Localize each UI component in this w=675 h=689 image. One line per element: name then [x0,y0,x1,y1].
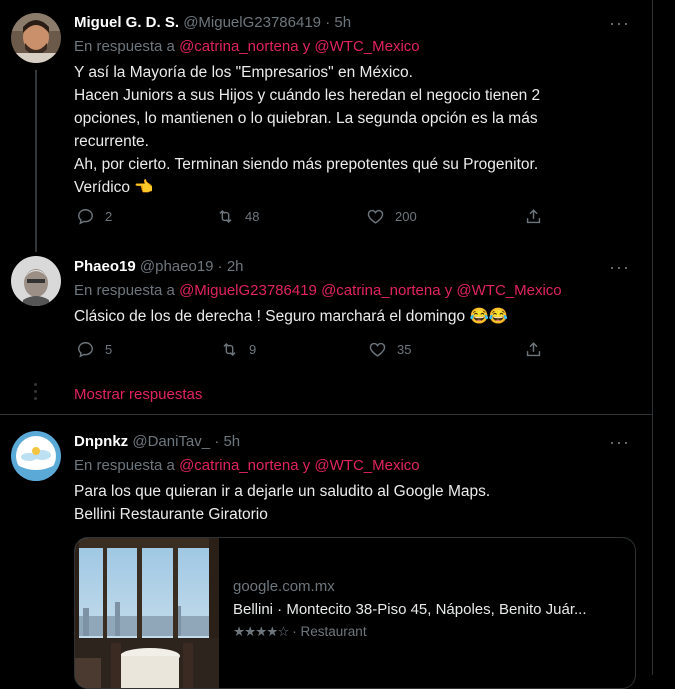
separator: · [325,14,331,31]
timestamp[interactable]: 2h [226,258,244,275]
reply-conjunction: y [444,282,453,299]
text-line: Verídico 👈 [74,179,154,196]
mention-link[interactable]: @WTC_Mexico [456,282,562,299]
reply-count: 5 [105,342,113,357]
reply-prefix: En respuesta a [74,38,175,55]
card-category: · Restaurant [292,624,367,639]
reply-context [74,282,562,299]
tweet-text [74,480,614,526]
heart-icon [366,207,385,226]
reply-count: 2 [105,209,113,224]
card-domain: google.com.mx [233,578,335,595]
share-icon [524,207,543,226]
retweet-icon [216,207,235,226]
share-button[interactable] [524,207,553,226]
author-name[interactable]: Dnpnkz [74,433,129,450]
text-line: opciones, lo mantienen o lo quiebran. La segunda opción es la más [74,110,538,127]
author-name[interactable]: Phaeo19 [74,258,136,275]
mention-link[interactable]: @catrina_nortena [321,282,441,299]
reply-icon [76,207,95,226]
more-replies-dots [34,383,37,404]
card-image [75,538,219,688]
link-preview-card[interactable] [74,537,636,689]
text-line: Hacen Juniors a sus Hijos y cuándo les heredan el negocio tienen 2 [74,87,541,104]
reply-button[interactable] [76,340,112,359]
tweet-header [74,14,351,31]
avatar-phaeo[interactable] [11,256,61,306]
retweet-count: 9 [249,342,257,357]
reply-context [74,457,420,474]
card-meta [233,624,628,640]
reply-icon [76,340,95,359]
reply-conjunction: y [302,457,311,474]
tweet-text [74,305,614,328]
mention-link[interactable]: @MiguelG23786419 [179,282,317,299]
reply-context [74,38,420,55]
mention-link[interactable]: @catrina_nortena [179,38,299,55]
retweet-button[interactable] [220,340,256,359]
separator: · [217,258,223,275]
retweet-icon [220,340,239,359]
tweet-header [74,258,244,275]
retweet-count: 48 [245,209,260,224]
more-icon[interactable]: ··· [609,257,630,277]
like-count: 35 [397,342,412,357]
text-line: Para los que quieran ir a dejarle un saludito al Google Maps. [74,483,491,500]
separator: · [214,433,220,450]
like-count: 200 [395,209,417,224]
text-line: Clásico de los de derecha ! Seguro marchará el domingo 😂😂 [74,308,509,325]
tweet-actions [74,340,554,362]
reply-prefix: En respuesta a [74,457,175,474]
retweet-button[interactable] [216,207,259,226]
reply-conjunction: y [302,38,311,55]
avatar-miguel[interactable] [11,13,61,63]
heart-icon [368,340,387,359]
divider [0,414,652,415]
share-icon [524,340,543,359]
text-line: Y así la Mayoría de los "Empresarios" en México. [74,64,413,81]
text-line: Bellini Restaurante Giratorio [74,506,268,523]
author-handle[interactable]: @DaniTav_ [132,433,211,450]
author-handle[interactable]: @MiguelG23786419 [183,14,322,31]
more-icon[interactable]: ··· [609,13,630,33]
tweet-header [74,433,240,450]
reply-prefix: En respuesta a [74,282,175,299]
tweet-actions [74,207,554,229]
reply-button[interactable] [76,207,112,226]
star-rating-icon: ★★★★☆ [233,624,289,639]
mention-link[interactable]: @WTC_Mexico [314,38,420,55]
mention-link[interactable]: @WTC_Mexico [314,457,420,474]
timestamp[interactable]: 5h [223,433,241,450]
tweet-text [74,61,614,199]
like-button[interactable] [368,340,411,359]
text-line: recurrente. [74,133,149,150]
timeline-border [652,0,653,675]
show-replies-link[interactable]: Mostrar respuestas [74,386,203,403]
thread-line [35,70,37,252]
author-name[interactable]: Miguel G. D. S. [74,14,180,31]
more-icon[interactable]: ··· [609,432,630,452]
author-handle[interactable]: @phaeo19 [139,258,214,275]
timestamp[interactable]: 5h [334,14,352,31]
text-line: Ah, por cierto. Terminan siendo más prepotentes qué su Progenitor. [74,156,539,173]
share-button[interactable] [524,340,553,359]
like-button[interactable] [366,207,417,226]
avatar-dnpnkz[interactable] [11,431,61,481]
card-title: Bellini · Montecito 38-Piso 45, Nápoles, Benito Juár... [233,601,587,618]
card-body [233,578,628,640]
mention-link[interactable]: @catrina_nortena [179,457,299,474]
